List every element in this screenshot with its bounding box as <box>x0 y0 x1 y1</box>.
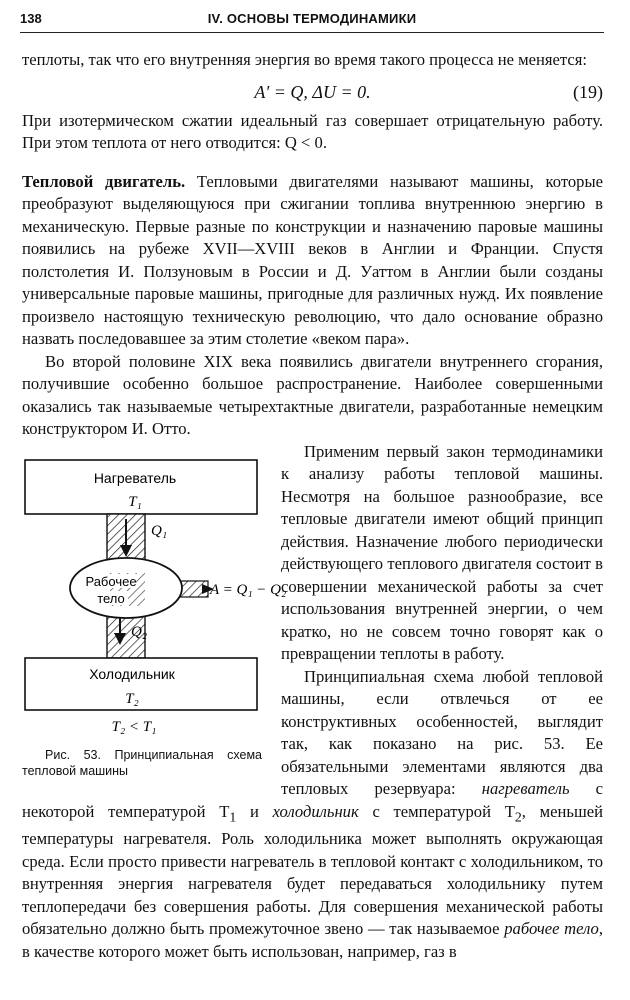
page-header <box>20 8 604 33</box>
section-heading: Тепловой двигатель. <box>22 171 186 191</box>
working-body-label-2: тело <box>97 590 125 606</box>
q2-label: Q₂ <box>131 623 148 640</box>
heat-engine-diagram <box>22 441 287 751</box>
page-body <box>22 49 603 963</box>
term-cooler: холодильник <box>272 801 359 821</box>
equation-19 <box>22 74 603 110</box>
q1-label: Q₁ <box>151 522 168 539</box>
temperature-condition: T₂ < T₁ <box>111 718 157 735</box>
working-body-label-1: Рабочее <box>85 573 137 589</box>
paragraph-intro: теплоты, так что его внутренняя энергия во время такого процесса не меняется: <box>22 50 587 69</box>
term-working-body: рабочее тело <box>504 919 599 939</box>
cooler-label: Холодильник <box>89 665 175 682</box>
figure-53 <box>22 441 287 786</box>
page-number: 138 <box>20 11 42 26</box>
term-heater: нагреватель <box>481 779 570 798</box>
heater-temperature: T₁ <box>128 493 142 510</box>
paragraph-scheme: Принципиальная схема любой тепловой машины, если отвлечься от ее конструктивных особенностей, выглядит так, как показано на рис. 53. Ее обязательными элементами являются два тепловых резервуара: нагреватель с некоторой температурой $T_1$ и холодильник с температурой $T_2$, меньшей температуры нагревателя. Роль холодильника может выполнять окружающая среда. Если просто привести нагреватель в тепловой контакт с холодильником, то внутренняя энергия нагревателя будет передаваться холодильнику путем теплопередачи без совершения работы. Для совершения механической работы обязательно должно быть промежуточное звено — так называемое рабочее тело, в качестве которого может быть использован, например, газ в <box>22 666 604 961</box>
figure-caption: Рис. 53. Принципиальная схема тепловой машины <box>22 747 262 778</box>
work-label: A = Q₁ − Q₂ <box>210 581 287 598</box>
chapter-title: IV. ОСНОВЫ ТЕРМОДИНАМИКИ <box>207 11 417 26</box>
equation-number: (19) <box>573 81 603 102</box>
section-text: Тепловыми двигателями называют машины, которые преобразуют выделяющуюся при сжигании топлива внутреннюю энергию в механическую. Первые разные по конструкции и назначению паровые машины появились на рубеже XVII—XVIII веков в Англии и Франции. Спустя полстолетия И. Ползуновым в России и Д. Уаттом в Англии были созданы универсальные паровые машины, пригодные для различных нужд. Их появление произвело настоящую техническую революцию, что дало основание образно назвать последовавшее за этим столетие «веком пара». <box>22 171 603 348</box>
paragraph-first-law <box>22 441 603 778</box>
paragraph-isothermal: При изотермическом сжатии идеальный газ совершает отрицательную работу. При этом теплота от него отводится: Q < 0. <box>22 110 603 152</box>
equation-text: A′ = Q, ΔU = 0. <box>254 81 371 102</box>
cooler-temperature: T₂ <box>125 690 139 707</box>
paragraph-first-law-text: Применим первый закон термодинамики к анализу работы тепловой машины. Несмотря на большое разнообразие, все тепловые двигатели имеют общий принцип действия. Назначение любого периодически действующего теплового двигателя состоит в совершении механической работы за счет использования внутренней энергии, о чем кратко, но не совсем точно говорят как о превращении теплоты в работу. <box>281 441 603 663</box>
paragraph-heat-engine <box>22 171 603 351</box>
paragraph-combustion: Во второй половине XIX века появились двигатели внутреннего сгорания, получившие особенно большое распространение. Наиболее совершенными оказались так называемые четырехтактные двигатели, разработанные немецким конструктором И. Отто. <box>22 351 603 438</box>
heater-label: Нагреватель <box>93 469 177 486</box>
